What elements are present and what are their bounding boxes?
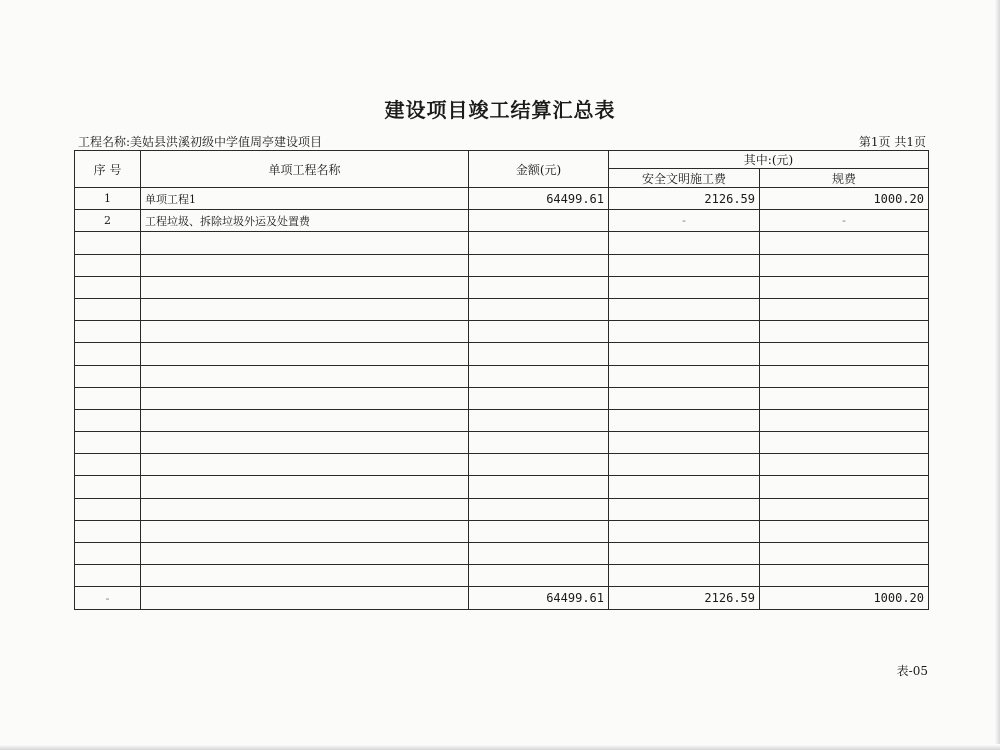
row-amount-cell: [469, 343, 609, 365]
row-safety-fee-cell: [609, 432, 760, 454]
row-name-cell: 单项工程1: [141, 188, 469, 210]
row-statutory-fee-cell: 1000.20: [760, 188, 929, 210]
header-amount: 金额(元): [469, 151, 609, 188]
row-safety-fee-cell: [609, 520, 760, 542]
table-row: [75, 409, 929, 431]
table-row: [75, 476, 929, 498]
row-safety-fee-cell: [609, 276, 760, 298]
row-safety-fee-cell: [609, 343, 760, 365]
row-statutory-fee-cell: [760, 498, 929, 520]
table-row: [75, 498, 929, 520]
row-statutory-fee-cell: [760, 276, 929, 298]
row-seq-cell: [75, 276, 141, 298]
header-seq: 序 号: [75, 151, 141, 188]
table-row: [75, 188, 929, 210]
row-name-cell: [141, 476, 469, 498]
row-name-cell: [141, 387, 469, 409]
row-amount-cell: [469, 232, 609, 254]
table-row: [75, 565, 929, 587]
row-name-cell: [141, 276, 469, 298]
form-number: 表-05: [896, 664, 928, 678]
row-amount-cell: [469, 409, 609, 431]
row-seq-cell: [75, 476, 141, 498]
project-label: 工程名称:: [78, 135, 131, 149]
row-safety-fee-cell: [609, 298, 760, 320]
page-number: 第1页 共1页: [858, 135, 926, 149]
row-name-cell: [141, 409, 469, 431]
row-amount-cell: [469, 498, 609, 520]
row-safety-fee-cell: [609, 232, 760, 254]
row-seq-cell: [75, 520, 141, 542]
total-statutory-fee: 1000.20: [760, 587, 929, 610]
row-name-cell: [141, 254, 469, 276]
row-amount-cell: [469, 365, 609, 387]
row-statutory-fee-cell: [760, 232, 929, 254]
total-row: [75, 587, 929, 610]
table-row: [75, 254, 929, 276]
row-amount-cell: [469, 520, 609, 542]
row-amount-cell: [469, 276, 609, 298]
row-amount-cell: 64499.61: [469, 188, 609, 210]
row-seq-cell: [75, 343, 141, 365]
table-row: [75, 276, 929, 298]
row-statutory-fee-cell: [760, 321, 929, 343]
project-name: 美姑县洪溪初级中学值周亭建设项目: [130, 135, 323, 149]
row-amount-cell: [469, 210, 609, 232]
row-statutory-fee-cell: [760, 432, 929, 454]
row-seq-cell: [75, 232, 141, 254]
row-statutory-fee-cell: [760, 476, 929, 498]
table-row: [75, 543, 929, 565]
row-statutory-fee-cell: [760, 254, 929, 276]
row-seq-cell: [75, 498, 141, 520]
row-statutory-fee-cell: [760, 387, 929, 409]
total-name: [141, 587, 469, 610]
table-row: [75, 298, 929, 320]
row-statutory-fee-cell: [760, 520, 929, 542]
row-name-cell: 工程垃圾、拆除垃圾外运及处置费: [141, 210, 469, 232]
row-seq-cell: [75, 254, 141, 276]
row-amount-cell: [469, 565, 609, 587]
row-name-cell: [141, 232, 469, 254]
total-amount: 64499.61: [469, 587, 609, 610]
row-statutory-fee-cell: [760, 454, 929, 476]
row-amount-cell: [469, 387, 609, 409]
table-row: [75, 365, 929, 387]
row-name-cell: [141, 565, 469, 587]
row-amount-cell: [469, 298, 609, 320]
row-name-cell: [141, 321, 469, 343]
document-title: 建设项目竣工结算汇总表: [384, 98, 616, 122]
row-amount-cell: [469, 543, 609, 565]
row-statutory-fee-cell: [760, 365, 929, 387]
row-seq-cell: [75, 409, 141, 431]
row-safety-fee-cell: 2126.59: [609, 188, 760, 210]
row-seq-cell: [75, 321, 141, 343]
row-safety-fee-cell: [609, 498, 760, 520]
table-body: [75, 188, 929, 587]
header-item-name: 单项工程名称: [141, 151, 469, 188]
row-statutory-fee-cell: [760, 409, 929, 431]
row-safety-fee-cell: [609, 543, 760, 565]
row-seq-cell: [75, 543, 141, 565]
row-name-cell: [141, 343, 469, 365]
row-amount-cell: [469, 254, 609, 276]
row-seq-cell: [75, 454, 141, 476]
row-amount-cell: [469, 321, 609, 343]
row-seq-cell: [75, 565, 141, 587]
row-name-cell: [141, 543, 469, 565]
row-statutory-fee-cell: -: [760, 210, 929, 232]
row-safety-fee-cell: [609, 321, 760, 343]
row-safety-fee-cell: -: [609, 210, 760, 232]
row-safety-fee-cell: [609, 454, 760, 476]
row-statutory-fee-cell: [760, 565, 929, 587]
table-row: [75, 210, 929, 232]
table-row: [75, 454, 929, 476]
table-row: [75, 432, 929, 454]
row-statutory-fee-cell: [760, 543, 929, 565]
total-seq: -: [75, 587, 141, 610]
row-seq-cell: [75, 432, 141, 454]
row-seq-cell: [75, 298, 141, 320]
row-safety-fee-cell: [609, 387, 760, 409]
row-name-cell: [141, 520, 469, 542]
header-row-1: [75, 151, 929, 169]
total-safety-fee: 2126.59: [609, 587, 760, 610]
project-name-line: [78, 133, 322, 150]
table-row: [75, 343, 929, 365]
row-name-cell: [141, 432, 469, 454]
summary-table: [74, 150, 929, 610]
row-amount-cell: [469, 432, 609, 454]
row-seq-cell: 2: [75, 210, 141, 232]
row-safety-fee-cell: [609, 476, 760, 498]
header-statutory-fee: 规费: [760, 169, 929, 188]
row-amount-cell: [469, 454, 609, 476]
row-statutory-fee-cell: [760, 343, 929, 365]
row-name-cell: [141, 365, 469, 387]
table-row: [75, 520, 929, 542]
table-row: [75, 232, 929, 254]
header-of-which: 其中:(元): [609, 151, 929, 169]
row-safety-fee-cell: [609, 409, 760, 431]
row-amount-cell: [469, 476, 609, 498]
row-statutory-fee-cell: [760, 298, 929, 320]
row-seq-cell: 1: [75, 188, 141, 210]
row-name-cell: [141, 498, 469, 520]
table-row: [75, 321, 929, 343]
row-seq-cell: [75, 387, 141, 409]
row-safety-fee-cell: [609, 254, 760, 276]
table-row: [75, 387, 929, 409]
row-name-cell: [141, 298, 469, 320]
row-seq-cell: [75, 365, 141, 387]
row-name-cell: [141, 454, 469, 476]
row-safety-fee-cell: [609, 365, 760, 387]
page-bottom-edge: [0, 744, 1000, 750]
header-safety-fee: 安全文明施工费: [609, 169, 760, 188]
row-safety-fee-cell: [609, 565, 760, 587]
